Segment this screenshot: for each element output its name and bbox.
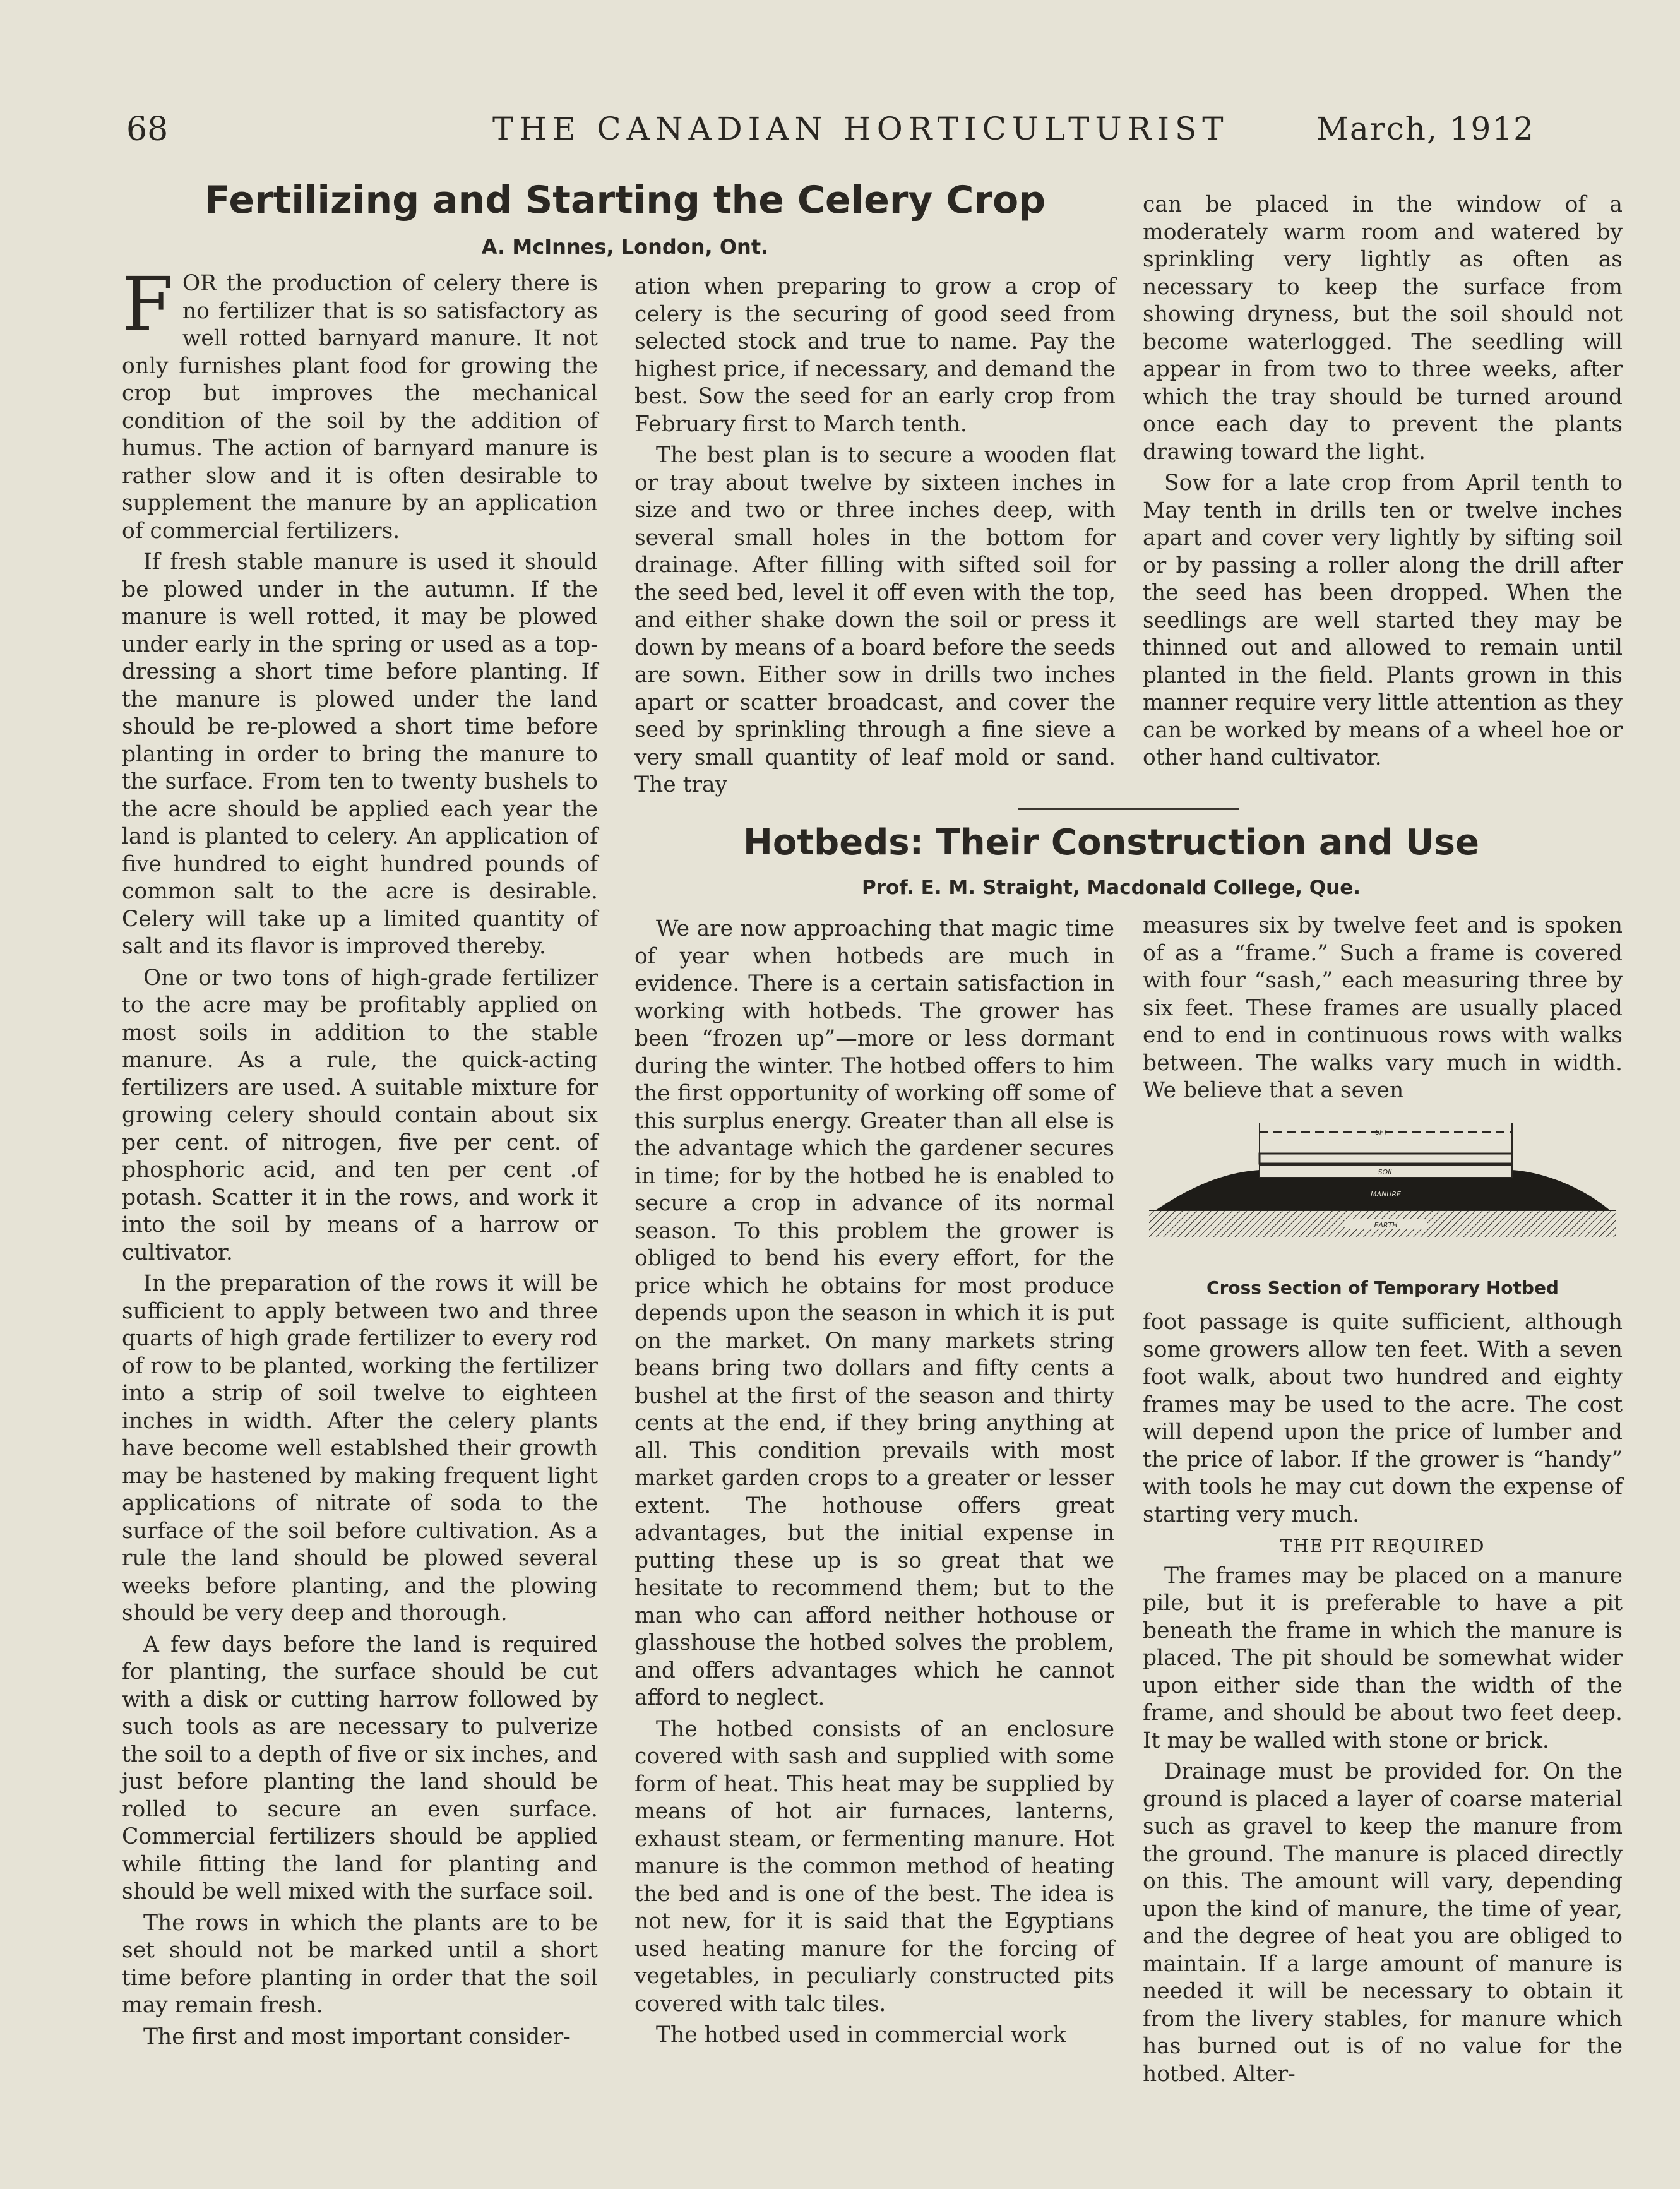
section-subhead: THE PIT REQUIRED [1280,1536,1486,1556]
issue-date: March, 1912 [1316,110,1535,147]
celery-column-3 [1143,191,1623,776]
paragraph: Drainage must be provided for. On the ground is placed a layer of coarse material such as gravel to keep the manure from the ground. The manure is placed directly on this. The amount will vary, depending upon the kind of manure, the time of year, and the degree of heat you are obliged to maintain. If a large amount of manure is needed it will be necessary to obtain it from the livery stables, for manure which has burned out is of no value for the hotbed. Alter- [1143,1759,1623,2087]
paragraph: can be placed in the window of a moderately warm room and watered by sprinkling very lightly as often as necessary to keep the surface from showing dryness, but the soil should not become waterlogged. The seedling will appear in from two to three weeks, after which the tray should be turned around once each day to prevent the plants drawing toward the light. [1143,192,1623,465]
hotbeds-column-2-bottom [1143,1309,1623,2092]
drop-cap: F [122,261,174,348]
article-byline-celery: A. McInnes, London, Ont. [481,235,769,259]
article-title-celery: Fertilizing and Starting the Celery Crop [204,178,1046,222]
hotbeds-column-1 [634,916,1114,2053]
paragraph: Sow for a late crop from April tenth to May tenth in drills ten or twelve inches apart and cover very lightly by sifting soil or by passing a roller along the drill after the seed has been dropped. When the seedlings are well started they may be thinned out and allowed to remain until planted in the field. Plants grown in this manner require very little attention as they can be worked by means of a wheel hoe or other hand cultivator. [1143,470,1623,770]
running-header [126,110,1535,161]
paragraph: One or two tons of high-grade fertilizer to the acre may be profitably applied on most soils in addition to the stable manure. As a rule, the quick-acting fertilizers are used. A suitable mixture for growing celery should contain about six per cent. of nitrogen, five per cent. of phosphoric acid, and ten per cent .of potash. Scatter it in the rows, and work it into the soil by means of a harrow or cultivator. [122,965,598,1265]
paragraph: FOR the production of celery there is no fertilizer that is so satisfactory as well rotted barnyard manure. It not only furnishes plant food for growing the crop but improves the mechanical condition of the soil by the addition of humus. The action of barnyard manure is rather slow and it is often desirable to supplement the manure by an application of commercial fertilizers. [122,261,598,544]
paragraph: The hotbed consists of an enclosure covered with sash and supplied with some form of heat. This heat may be supplied by means of hot air furnaces, lanterns, exhaust steam, or fermenting manure. Hot manure is the common method of heating the bed and is one of the best. The idea is not new, for it is said that the Egyptians used heating manure for the forcing of vegetables, in peculiarly constructed pits covered with talc tiles. [634,1716,1114,2017]
figure-caption: Cross Section of Temporary Hotbed [1206,1277,1559,1298]
article-title-hotbeds: Hotbeds: Their Construction and Use [743,822,1479,863]
paragraph: foot passage is quite sufficient, although some growers allow ten feet. With a seven foot walk, about two hundred and eighty frames may be used to the acre. The cost will depend upon the price of lumber and the price of labor. If the grower is “handy” with tools he may cut down the expense of starting very much. [1143,1309,1623,1527]
celery-column-1 [122,261,598,2055]
article-byline-hotbeds: Prof. E. M. Straight, Macdonald College, Que. [861,876,1361,899]
paragraph: In the preparation of the rows it will be sufficient to apply between two and three quarts of high grade fertilizer to every rod of row to be planted, working the fertilizer into a strip of soil twelve to eighteen inches in width. After the celery plants have become well establshed their growth may be hastened by making frequent light applications of nitrate of soda to the surface of the soil before cultivation. As a rule the land should be plowed several weeks before planting, and the plowing should be very deep and thorough. [122,1271,598,1626]
paragraph: A few days before the land is required for planting, the surface should be cut with a disk or cutting harrow followed by such tools as are necessary to pulverize the soil to a depth of five or six inches, and just before planting the land should be rolled to secure an even surface. Commercial fertilizers should be applied while fitting the land for planting and should be well mixed with the surface soil. [122,1631,598,1904]
paragraph: The rows in which the plants are to be set should not be marked until a short time before planting in order that the soil may remain fresh. [122,1910,598,2018]
paragraph: ation when preparing to grow a crop of celery is the securing of good seed from selected stock and true to name. Pay the highest price, if necessary, and demand the best. Sow the seed for an early crop from February first to March tenth. [634,274,1116,437]
hotbed-diagram [1143,1114,1623,1272]
paragraph: The best plan is to secure a wooden flat or tray about twelve by sixteen inches in size and two or three inches deep, with several small holes in the bottom for drainage. After filling with sifted soil for the seed bed, level it off even with the top, and either shake down the soil or press it down by means of a board before the seeds are sown. Either sow in drills two inches apart or scatter broadcast, and cover the seed by sprinkling through a fine sieve a very small quantity of leaf mold or sand. The tray [634,443,1116,797]
paragraph: The first and most important consider- [143,2024,571,2049]
paragraph: measures six by twelve feet and is spoken of as a “frame.” Such a frame is covered with four “sash,” each measuring three by six feet. These frames are usually placed end to end in continuous rows with walks between. The walks vary much in width. We believe that a seven [1143,913,1623,1103]
manure-label: MANURE [1371,1190,1401,1198]
paragraph: The hotbed used in commercial work [656,2022,1066,2048]
earth-label: EARTH [1374,1221,1398,1229]
soil-label: SOIL [1378,1168,1394,1176]
section-divider [1018,808,1239,810]
publication-title: THE CANADIAN HORTICULTURIST [492,110,1229,147]
paragraph: The frames may be placed on a manure pile, but it is preferable to have a pit beneath the frame in which the manure is placed. The pit should be somewhat wider upon either side than the width of the frame, and should be about two feet deep. It may be walled with stone or brick. [1143,1563,1623,1753]
hotbed-cross-section-figure [1143,1114,1623,1297]
paragraph: We are now approaching that magic time of year when hotbeds are much in evidence. There is a certain satisfaction in working with hotbeds. The grower has been “frozen up”—more or less dormant during the winter. The hotbed offers to him the first opportunity of working off some of this surplus energy. Greater than all else is the advantage which the gardener secures in time; for by the hotbed he is enabled to secure a crop in advance of its normal season. To this problem the grower is obliged to bend his every effort, for the price which he obtains for most produce depends upon the season in which it is put on the market. On many markets string beans bring two dollars and fifty cents a bushel at the first of the season and thirty cents at the end, if they bring anything at all. This condition prevails with most market garden crops to a greater or lesser extent. The hothouse offers great advantages, but the initial expense in putting these up is so great that we hesitate to recommend them; but to the man who can afford neither hothouse or glasshouse the hotbed solves the problem, and offers advantages which he cannot afford to neglect. [634,916,1114,1710]
width-label: 6FT [1374,1128,1388,1136]
hotbeds-column-2-top [1143,912,1623,1109]
celery-column-2 [634,273,1116,803]
paragraph: If fresh stable manure is used it should be plowed under in the autumn. If the manure is well rotted, it may be plowed under early in the spring or used as a top-dressing a short time before planting. If the manure is plowed under the land should be re-plowed a short time before planting in order to bring the manure to the surface. From ten to twenty bushels to the acre should be applied each year the land is planted to celery. An application of five hundred to eight hundred pounds of common salt to the acre is desirable. Celery will take up a limited quantity of salt and its flavor is improved thereby. [122,549,598,959]
page-number: 68 [126,110,169,148]
